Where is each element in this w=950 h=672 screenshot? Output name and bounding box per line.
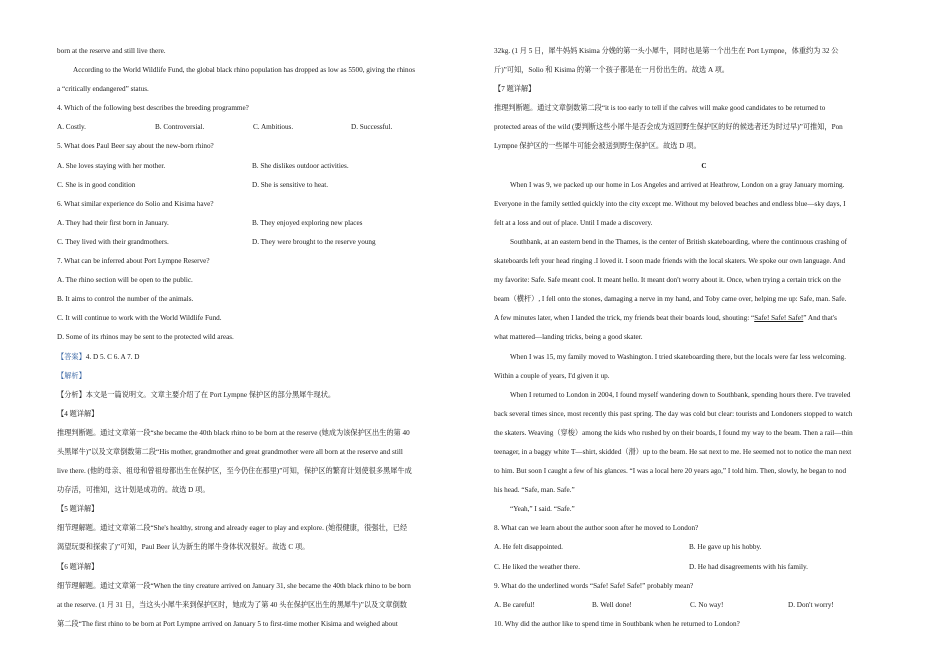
explanation-heading: 【6 题详解】 [57,562,99,571]
section-heading: C [701,161,707,170]
text-line: 推理判断题。通过文章倒数第二段“it is too early to tell if the calves will make good candidates to be returned to [494,104,826,113]
option: C. He liked the weather there. [494,562,581,571]
text-line: 32kg. (1 月 5 日，犀牛妈妈 Kisima 分娩的第一头小犀牛，同时也是第一个出生在 Port Lympne，体重约为 32 公 [494,47,839,55]
text-line: felt at a loss and out of place. Until I made a discovery. [494,218,653,227]
option: C. She is in good condition [57,180,136,189]
text-line: 渴望玩耍和探索了)”可知，Paul Beer 认为新生的犀牛身体状况很好。故选 C 项。 [57,543,310,552]
option: C. They lived with their grandmothers. [57,237,169,246]
option: A. He felt disappointed. [494,543,563,552]
option: C. No way! [690,600,724,609]
text-line: 细节理解题。通过文章第二段“She's healthy, strong and already eager to play and explore. (她很健康，很强壮，已经 [57,524,408,533]
text-line: When I returned to London in 2004, I found myself wandering down to Southbank, spending hours there. I've traveled [510,390,851,399]
answer-tag: 【答案】 [57,352,86,361]
text-line: to him. But soon I caught a few of his glances. “I was a local here 20 years ago,” I told him. Then, slowly, he began to nod [494,467,847,476]
text-line: 头黑犀牛)”以及文章倒数第二段“His mother, grandmother and great grandmother were all born at the reserve and still [57,447,403,456]
option: A. Costly. [57,123,86,132]
question-7: 7. What can be inferred about Port Lympne Reserve? [57,257,210,266]
text-line: beam（横杆）, I fell onto the stones, damaging a nerve in my hand, and Toby came over, helping me up: Safe, man. Safe. [494,295,847,304]
text-line: protected areas of the wild (要判断这些小犀牛是否会成为返回野生保护区的好的候选者还为时过早)”可推知，Pon [494,123,843,132]
text-segment: A few minutes later, when I landed the trick, my friends beat their boards loud, shouting: “ [494,314,755,323]
text-line: Lympne 保护区的一些犀牛可能会被送到野生保护区。故选 D 项。 [494,142,701,151]
question-4: 4. Which of the following best describes the breeding programme? [57,104,249,113]
right-column [494,42,914,634]
option: D. Successful. [351,123,393,132]
text-line: live there. (他的母亲、祖母和曾祖母都出生在保护区，至今仍住在那里)”可知，保护区的繁育计划使很多黑犀牛成 [57,467,412,476]
option: D. They were brought to the reserve young [252,237,376,246]
text-line: the skaters. Weaving（穿梭）among the kids who rushed by on their boards, I found my way to the beam. Then a rail—thin [494,428,853,437]
left-column [57,42,477,634]
option: B. She dislikes outdoor activities. [252,161,349,170]
question-8-options [494,558,914,577]
text-line: born at the reserve and still live there. [57,47,166,55]
text-line: According to the World Wildlife Fund, the global black rhino population has dropped as low as 5500, giving the rhinos [73,66,416,75]
question-5-options [57,157,477,176]
explanation-heading: 【5 题详解】 [57,505,99,514]
text-line: 功存活，可推知，这计划是成功的。故选 D 项。 [57,486,210,495]
underlined-words: Safe! Safe! Safe! [754,314,804,323]
option: B. They enjoyed exploring new places [252,218,363,227]
option: B. Well done! [592,600,632,609]
text-line: 【分析】本文是一篇说明文。文章主要介绍了在 Port Lympne 保护区的部分黑犀牛现状。 [57,390,336,399]
text-segment: ” And that's [803,314,837,323]
option: C. Ambitious. [253,123,294,132]
text-line: Everyone in the family settled quickly into the city except me. Without my beloved beaches and endless blue—sky days, I [494,199,846,208]
text-line: my favorite: Safe. Safe meant cool. It meant hello. It meant don't worry about it. Once, when trying a certain trick on the [494,276,841,285]
option: B. It aims to control the number of the animals. [57,295,194,304]
text-line: Within a couple of years, I'd given it up. [494,371,610,380]
question-4-options [57,118,477,137]
text-line: 斤)”可知，Solio 和 Kisima 的第一个孩子都是在一月份出生的。故选 A 项。 [494,66,729,75]
option: D. Some of its rhinos may be sent to the protected wild areas. [57,333,234,342]
text-line: what mattered—landing tricks, being a good skater. [494,333,643,342]
question-6: 6. What similar experience do Solio and Kisima have? [57,199,214,208]
option: D. Don't worry! [788,600,834,609]
text-line: back several times since, most recently this past spring. The day was cold but clear: tourists and Londoners stopped to watch [494,409,853,418]
text-line: When I was 15, my family moved to Washington. I tried skateboarding there, but the locals were far less welcoming. [510,352,847,361]
option: D. She is sensitive to heat. [252,180,329,189]
question-10: 10. Why did the author like to spend time in Southbank when he returned to London? [494,619,740,628]
question-5: 5. What does Paul Beer say about the new-born rhino? [57,142,214,151]
option: A. The rhino section will be open to the public. [57,276,193,285]
answer-text: 4. D 5. C 6. A 7. D [85,352,140,361]
text-line: 第二段“The first rhino to be born at Port Lympne arrived on January 5 to first-time mother Kisima and weighed about [57,619,398,628]
question-9-options [494,596,914,615]
text-line: a “critically endangered” status. [57,85,149,94]
text-line: his head. “Safe, man. Safe.” [494,486,575,495]
option: C. It will continue to work with the World Wildlife Fund. [57,314,222,323]
text-line: Southbank, at an eastern bend in the Thames, is the center of British skateboarding, where the continuous crashing of [510,237,847,246]
question-8: 8. What can we learn about the author soon after he moved to London? [494,524,699,533]
question-6-options [57,214,477,233]
question-5-options [57,176,477,195]
analysis-tag: 【解析】 [57,371,86,380]
text-line: When I was 9, we packed up our home in Los Angeles and arrived at Heathrow, London on a gray January morning. [510,180,845,189]
option: A. Be careful! [494,600,535,609]
option: B. Controversial. [155,123,205,132]
text-line: 细节理解题。通过文章第一段“When the tiny creature arrived on January 31, she became the 40th black rhino to be born [57,581,411,590]
answer-line [57,348,477,367]
question-9: 9. What do the underlined words “Safe! Safe! Safe!” probably mean? [494,581,694,590]
text-line: 推理判断题。通过文章第一段“she became the 40th black rhino to be born at the reserve (她成为该保护区出生的第 40 [57,428,410,437]
option: B. He gave up his hobby. [689,543,762,552]
text-line: skateboards left your head ringing .I loved it. I soon made friends with the local skaters. We spoke our own language. And [494,257,846,266]
text-line: “Yeah,” I said. “Safe.” [510,505,575,514]
text-line: teenager, in a baggy white T—shirt, skidded（滑）up to the beam. He sat next to me. He seemed not to notice the man next [494,447,852,456]
option: A. She loves staying with her mother. [57,161,166,170]
explanation-heading: 【4 题详解】 [57,409,99,418]
option: D. He had disagreements with his family. [689,562,808,571]
explanation-heading: 【7 题详解】 [494,85,536,94]
question-8-options [494,538,914,557]
text-line: at the reserve. (1 月 31 日，当这头小犀牛来到保护区时，她成为了第 40 头在保护区出生的黑犀牛)”以及文章倒数 [57,600,407,609]
option: A. They had their first born in January. [57,218,169,227]
question-6-options [57,233,477,252]
text-line [494,309,914,328]
